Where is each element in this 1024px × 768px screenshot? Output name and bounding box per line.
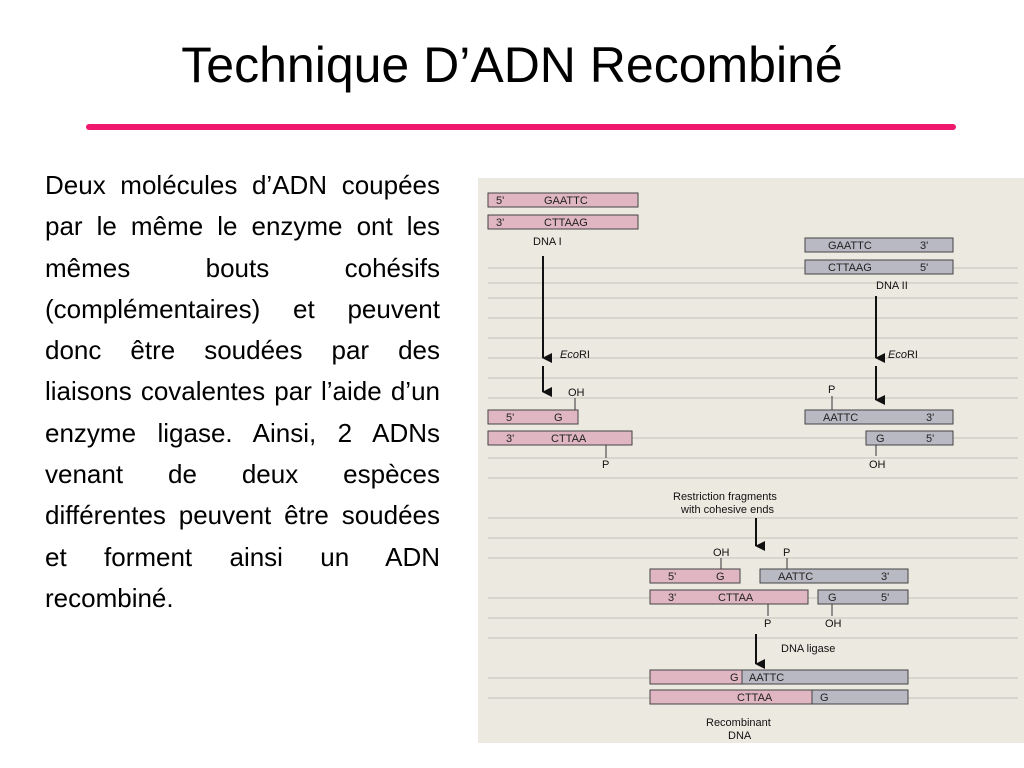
enzyme-label-left: EcoRI <box>560 349 590 361</box>
fragment-1-top-seq: G <box>554 412 563 424</box>
annealed-left-top-strand <box>650 569 740 583</box>
title-underline <box>86 124 956 130</box>
annealed-p-top: P <box>783 547 791 559</box>
recombinant-bottom-right-seq: G <box>820 692 829 704</box>
fragment-2-bottom-seq: G <box>876 433 885 445</box>
annealed-left-top-seq: G <box>716 571 725 583</box>
fragment-1-p: P <box>602 459 610 471</box>
dna-1-bottom-end: 3' <box>496 217 505 229</box>
fragment-2-top-end: 3' <box>926 412 935 424</box>
annealed-oh: OH <box>713 547 730 559</box>
recombinant-label-line-2: DNA <box>728 730 752 742</box>
fragment-2-p: P <box>828 384 836 396</box>
fragment-1-oh: OH <box>568 387 585 399</box>
fragment-2-oh: OH <box>869 459 886 471</box>
fragment-1-bottom-seq: CTTAA <box>551 433 587 445</box>
dna-2-bottom-seq: CTTAAG <box>828 262 872 274</box>
dna-2-top-end: 3' <box>920 240 929 252</box>
recombinant-bottom-left <box>650 690 812 704</box>
restriction-fragments-label-line-2: with cohesive ends <box>681 504 774 516</box>
dna-1-bottom-seq: CTTAAG <box>544 217 588 229</box>
dna-1-top-seq: GAATTC <box>544 195 588 207</box>
annealed-right-bottom-seq: G <box>828 592 837 604</box>
fragment-2-bottom-end: 5' <box>926 433 935 445</box>
fragment-1-bottom-end: 3' <box>506 433 515 445</box>
dna-2-bottom-end: 5' <box>920 262 929 274</box>
annealed-p-bottom: P <box>764 618 772 630</box>
recombinant-top-left-seq: G <box>730 672 739 684</box>
fragment-1-top-strand <box>488 410 578 424</box>
annealed-right-top-seq: AATTC <box>778 571 814 583</box>
recombinant-top-left <box>650 670 742 684</box>
annealed-left-bottom-seq: CTTAA <box>718 592 754 604</box>
annealed-right-bottom-end: 5' <box>881 592 890 604</box>
annealed-left-top-end: 5' <box>668 571 677 583</box>
annealed-right-top-end: 3' <box>881 571 890 583</box>
recombinant-top-right-seq: AATTC <box>749 672 785 684</box>
slide-title: Technique D’ADN Recombiné <box>181 37 843 93</box>
dna-2-label: DNA II <box>876 280 908 292</box>
fragment-1-top-end: 5' <box>506 412 515 424</box>
restriction-fragments-label-line-1: Restriction fragments <box>673 491 777 503</box>
dna-2-top-seq: GAATTC <box>828 240 872 252</box>
enzyme-label-right: EcoRI <box>888 349 918 361</box>
fragment-2-top-seq: AATTC <box>823 412 859 424</box>
dna-1-top-end: 5' <box>496 195 505 207</box>
dna-1-label: DNA I <box>533 236 562 248</box>
ligase-label: DNA ligase <box>781 643 836 655</box>
recombinant-bottom-left-seq: CTTAA <box>737 692 773 704</box>
annealed-left-bottom-end: 3' <box>668 592 677 604</box>
recombinant-dna-diagram <box>478 178 1024 743</box>
body-paragraph: Deux molécules d’ADN coupées par le même le enzyme ont les mêmes bouts cohésifs (complémentaires) et peuvent donc être soudées par des liaisons covalentes par l’aide d’un enzyme ligase. Ainsi, 2 ADNs venant de deux espèces différentes peuvent être soudées et forment ainsi un ADN recombiné. <box>45 170 440 613</box>
annealed-oh-bottom: OH <box>825 618 842 630</box>
recombinant-label-line-1: Recombinant <box>706 717 771 729</box>
